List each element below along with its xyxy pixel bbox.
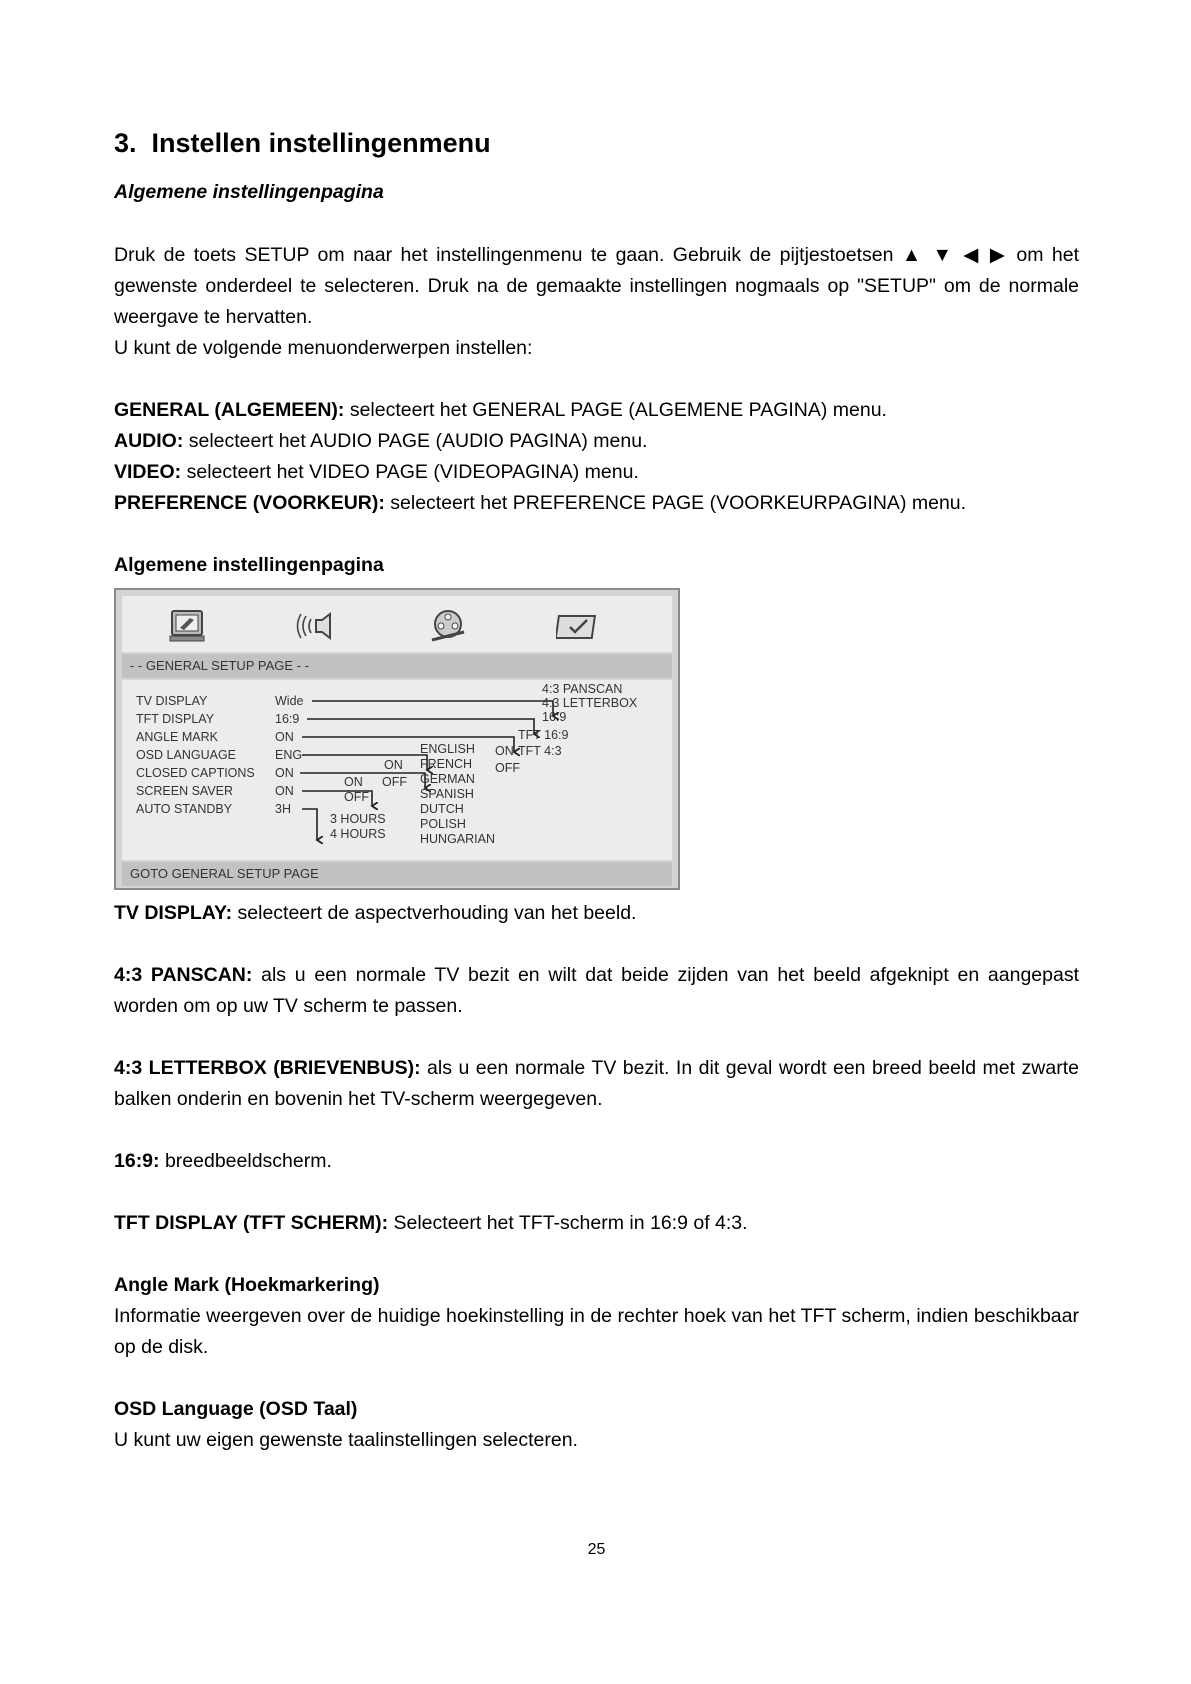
menu-label: SCREEN SAVER <box>136 784 234 798</box>
menu-item-preference: PREFERENCE (VOORKEUR): selecteert het PREFERENCE PAGE (VOORKEURPAGINA) menu. <box>114 492 967 514</box>
menu-label: TFT DISPLAY <box>136 712 215 726</box>
section-title: Instellen instellingenmenu <box>151 128 491 158</box>
tft-option: TFT 16:9 <box>518 728 569 742</box>
menu-value: 16:9 <box>275 712 300 726</box>
def-letterbox: 4:3 LETTERBOX (BRIEVENBUS): als u een normale TV bezit. In dit geval wordt een breed beeld met zwarte balken onderin en bovenin het TV-scherm weergegeven. <box>114 1057 1079 1110</box>
standby-option: 3 HOURS <box>330 812 386 826</box>
def-panscan: 4:3 PANSCAN: als u een normale TV bezit en wilt dat beide zijden van het beeld afgeknipt en aangepast worden om op uw TV scherm te passen. <box>114 964 1079 1017</box>
saver-option: OFF <box>344 790 369 804</box>
menu-value: ON <box>275 730 294 744</box>
language-option: GERMAN <box>420 772 475 786</box>
saver-option: ON <box>344 775 363 789</box>
page-title <box>114 128 491 159</box>
figure-caption: Algemene instellingenpagina <box>114 554 384 576</box>
def-wide: 16:9: breedbeeldscherm. <box>114 1150 332 1172</box>
standby-option: 4 HOURS <box>330 827 386 841</box>
preference-check-icon <box>556 608 600 644</box>
cc-option: ON <box>384 758 403 772</box>
tft-option: TFT 4:3 <box>518 744 562 758</box>
cc-option: OFF <box>382 775 407 789</box>
menu-label: OSD LANGUAGE <box>136 748 237 762</box>
language-option: ENGLISH <box>420 742 475 756</box>
menu-header-bar: - - GENERAL SETUP PAGE - - <box>122 654 672 678</box>
intro-text-b: om het gewenste onderdeel te selecteren. Druk na de gemaakte instellingen nogmaals op "SETUP" om de normale weergave te hervatten. <box>114 244 1080 328</box>
angle-option: ON <box>495 744 514 758</box>
intro-text-a: Druk de toets SETUP om naar het instellingenmenu te gaan. Gebruik de pijtjestoetsen <box>114 244 894 266</box>
page-number: 25 <box>587 1541 606 1558</box>
language-option: FRENCH <box>420 757 473 771</box>
section-number: 3. <box>114 128 137 158</box>
language-option: HUNGARIAN <box>420 832 496 846</box>
tv-option: 4:3 PANSCAN <box>542 682 623 696</box>
general-setup-menu-screenshot <box>114 588 680 890</box>
angle-mark-text: Informatie weergeven over de huidige hoekinstelling in de rechter hoek van het TFT scherm, indien beschikbaar op de disk. <box>114 1305 1079 1358</box>
osd-language-text: U kunt uw eigen gewenste taalinstellingen selecteren. <box>114 1429 578 1451</box>
menu-label: CLOSED CAPTIONS <box>136 766 255 780</box>
language-option: POLISH <box>420 817 466 831</box>
menu-value: Wide <box>275 694 304 708</box>
menu-value: 3H <box>275 802 291 816</box>
angle-mark-heading: Angle Mark (Hoekmarkering) <box>114 1274 380 1296</box>
menu-body <box>122 680 672 860</box>
angle-option: OFF <box>495 761 520 775</box>
intro-paragraph <box>114 240 1079 333</box>
menu-label: TV DISPLAY <box>136 694 208 708</box>
def-tv-display: TV DISPLAY: selecteert de aspectverhouding van het beeld. <box>114 902 637 924</box>
menu-label: AUTO STANDBY <box>136 802 233 816</box>
tv-option: 4:3 LETTERBOX <box>542 696 638 710</box>
language-option: SPANISH <box>420 787 474 801</box>
arrow-keys-glyphs: ▲ ▼ ◀ ▶ <box>901 244 1008 266</box>
menu-item-video: VIDEO: selecteert het VIDEO PAGE (VIDEOPAGINA) menu. <box>114 461 639 483</box>
osd-language-heading: OSD Language (OSD Taal) <box>114 1398 358 1420</box>
menu-value: ON <box>275 784 294 798</box>
menu-value: ENG <box>275 748 303 762</box>
intro-list-lead: U kunt de volgende menuonderwerpen instellen: <box>114 337 533 359</box>
audio-speaker-icon <box>296 608 340 644</box>
general-setup-icon <box>166 608 210 644</box>
def-tft: TFT DISPLAY (TFT SCHERM): Selecteert het TFT-scherm in 16:9 of 4:3. <box>114 1212 748 1234</box>
section-subtitle: Algemene instellingenpagina <box>114 181 384 203</box>
tv-option: 16:9 <box>542 710 567 724</box>
menu-footer-bar: GOTO GENERAL SETUP PAGE <box>122 862 672 886</box>
video-reel-icon <box>426 608 470 644</box>
menu-label: ANGLE MARK <box>136 730 218 744</box>
menu-item-audio: AUDIO: selecteert het AUDIO PAGE (AUDIO PAGINA) menu. <box>114 430 648 452</box>
menu-value: ON <box>275 766 294 780</box>
language-option: DUTCH <box>420 802 464 816</box>
menu-item-general: GENERAL (ALGEMEEN): selecteert het GENERAL PAGE (ALGEMENE PAGINA) menu. <box>114 399 887 421</box>
menu-icon-bar <box>122 596 672 652</box>
